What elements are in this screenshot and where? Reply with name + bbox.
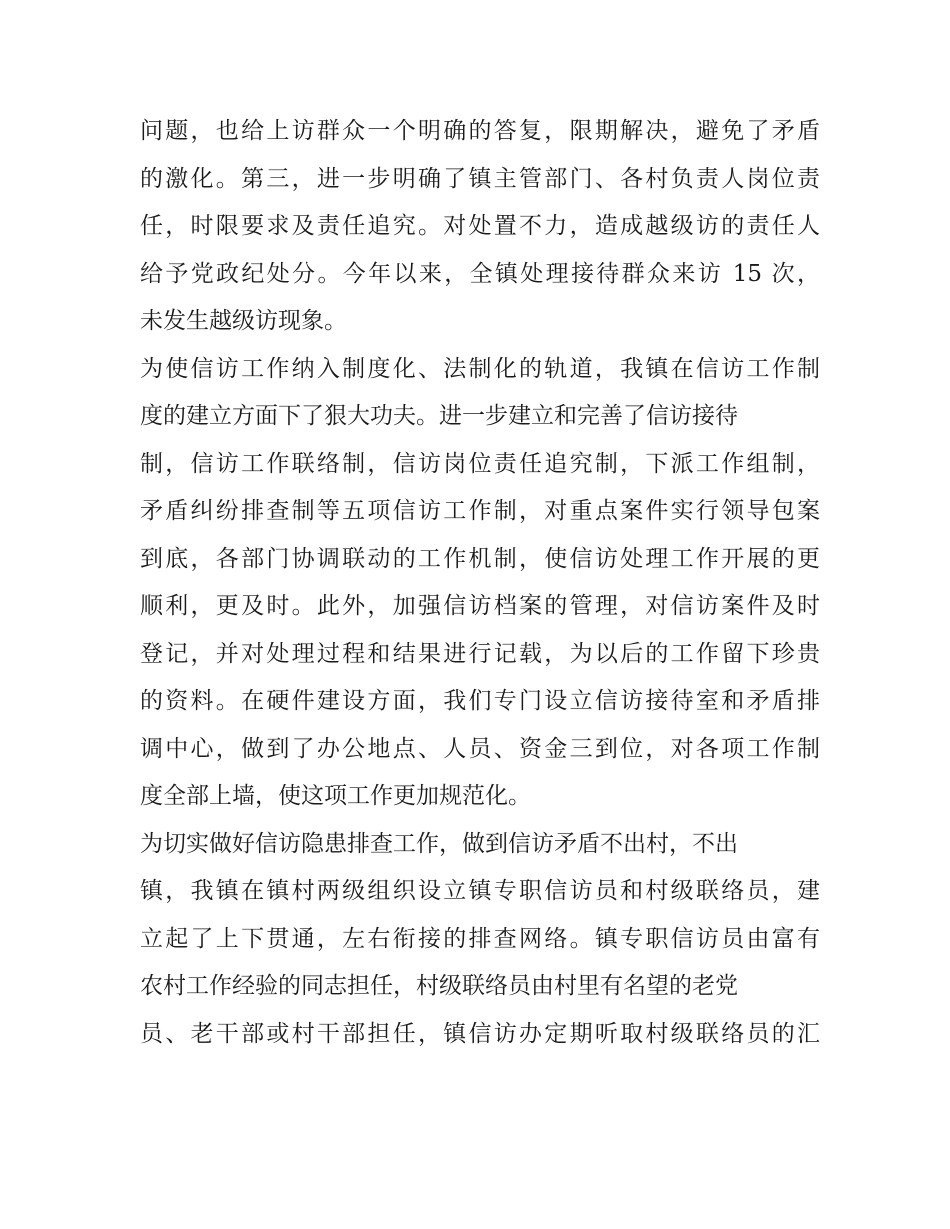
text-line: 的激化。第三，进一步明确了镇主管部门、各村负责人岗位责 [140, 165, 820, 192]
text-line: 农村工作经验的同志担任，村级联络员由村里有名望的老党 [140, 973, 738, 999]
text-line: 员、老干部或村干部担任，镇信访办定期听取村级联络员的汇 [140, 1020, 820, 1047]
text-line: 为使信访工作纳入制度化、法制化的轨道，我镇在信访工作制 [140, 355, 820, 382]
text-line: 立起了上下贯通，左右衔接的排查网络。镇专职信访员由富有 [140, 925, 820, 952]
text-line: 为切实做好信访隐患排查工作，做到信访矛盾不出村，不出 [140, 830, 738, 857]
text-line: 问题，也给上访群众一个明确的答复，限期解决，避免了矛盾 [140, 118, 820, 144]
text-line: 顺利，更及时。此外，加强信访档案的管理，对信访案件及时 [140, 593, 820, 619]
paragraph-1 [140, 108, 820, 346]
text-line: 登记，并对处理过程和结果进行记载，为以后的工作留下珍贵 [140, 640, 820, 667]
text-line: 制，信访工作联络制，信访岗位责任追究制，下派工作组制， [140, 450, 820, 477]
text-line: 给予党政纪处分。今年以来，全镇处理接待群众来访 15 次， [140, 260, 820, 287]
paragraph-3 [140, 821, 820, 1059]
text-line: 任，时限要求及责任追究。对处置不力，造成越级访的责任人 [140, 213, 820, 239]
text-line: 矛盾纠纷排查制等五项信访工作制，对重点案件实行领导包案 [140, 498, 820, 524]
text-line: 到底，各部门协调联动的工作机制，使信访处理工作开展的更 [140, 545, 820, 572]
text-line: 度全部上墙，使这项工作更加规范化。 [140, 783, 531, 809]
text-line: 的资料。在硬件建设方面，我们专门设立信访接待室和矛盾排 [140, 688, 820, 714]
text-line: 镇，我镇在镇村两级组织设立镇专职信访员和村级联络员，建 [140, 878, 820, 904]
text-line: 度的建立方面下了狠大功夫。进一步建立和完善了信访接待 [140, 403, 738, 429]
text-line: 未发生越级访现象。 [140, 308, 347, 334]
document-body [140, 108, 820, 1058]
paragraph-2 [140, 346, 820, 821]
text-line: 调中心，做到了办公地点、人员、资金三到位，对各项工作制 [140, 735, 820, 762]
